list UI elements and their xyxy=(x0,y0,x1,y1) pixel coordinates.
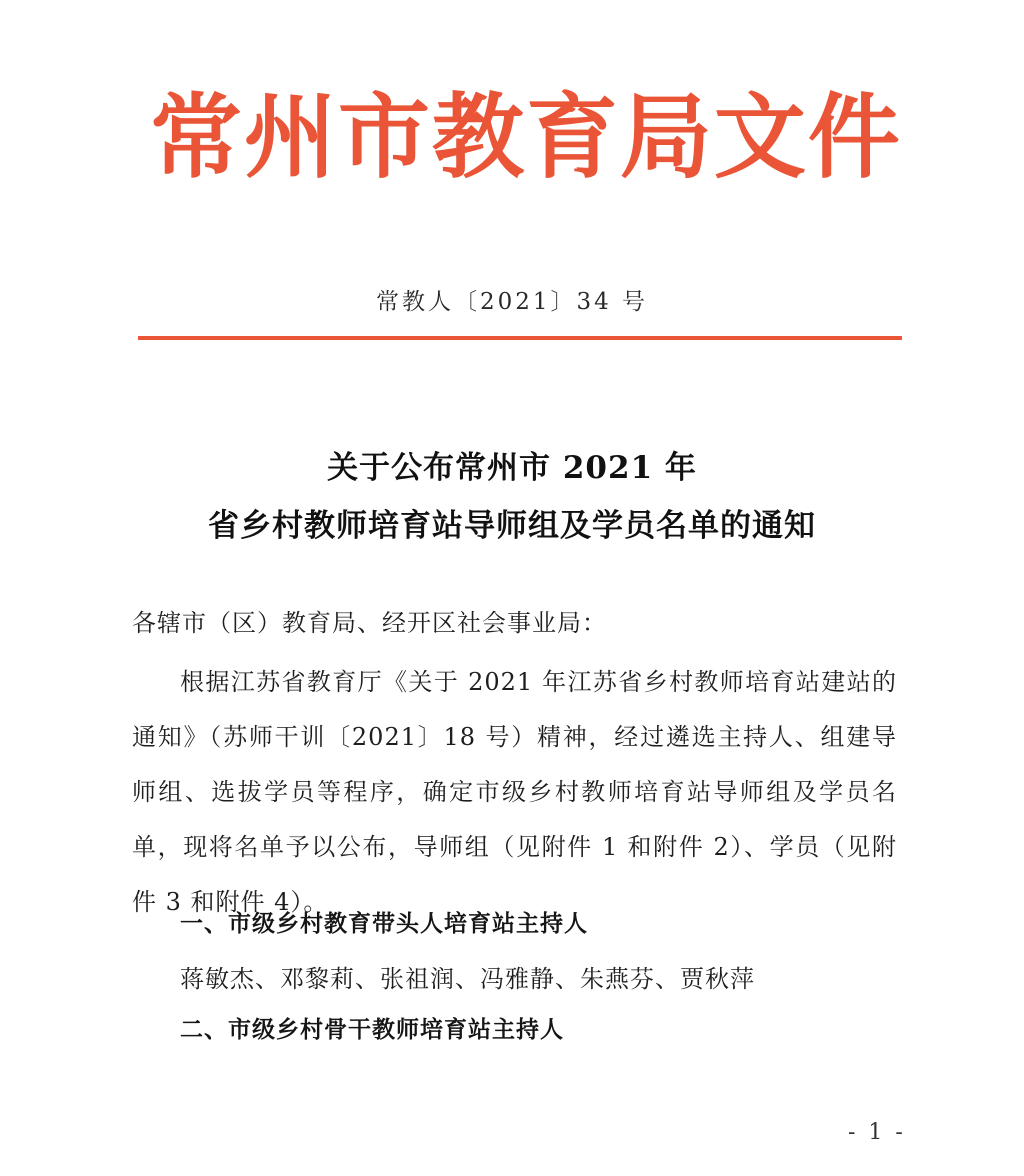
red-divider xyxy=(138,336,902,340)
header-char: 州 xyxy=(243,84,336,191)
header-char: 教 xyxy=(431,84,524,191)
body-paragraph: 根据江苏省教育厅《关于 2021 年江苏省乡村教师培育站建站的通知》（苏师干训〔2021〕18 号）精神，经过遴选主持人、组建导师组、选拔学员等程序，确定市级乡村教师培育站导师组及学员名单，现将名单予以公布，导师组（见附件 1 和附件 2）、学员（见附件 3 和附件 4）。 xyxy=(132,668,897,916)
header-char: 常 xyxy=(150,84,243,191)
header-char: 文 xyxy=(713,84,806,191)
header-char: 市 xyxy=(337,84,430,191)
title-line-2: 省乡村教师培育站导师组及学员名单的通知 xyxy=(208,508,816,544)
section-1-names: 蒋敏杰、邓黎莉、张祖润、冯雅静、朱燕芬、贾秋萍 xyxy=(180,965,755,993)
header-char: 育 xyxy=(525,84,618,191)
section-2-heading: 二、市级乡村骨干教师培育站主持人 xyxy=(180,1017,564,1043)
header-char: 局 xyxy=(619,84,712,191)
document-header xyxy=(150,78,900,198)
section-1-heading: 一、市级乡村教育带头人培育站主持人 xyxy=(180,911,588,937)
document-number: 常教人〔2021〕34 号 xyxy=(375,289,649,315)
title-line-1: 关于公布常州市 2021 年 xyxy=(327,450,697,486)
page-number: - 1 - xyxy=(848,1120,906,1145)
header-char: 件 xyxy=(807,84,900,191)
salutation: 各辖市（区）教育局、经开区社会事业局： xyxy=(132,609,607,637)
